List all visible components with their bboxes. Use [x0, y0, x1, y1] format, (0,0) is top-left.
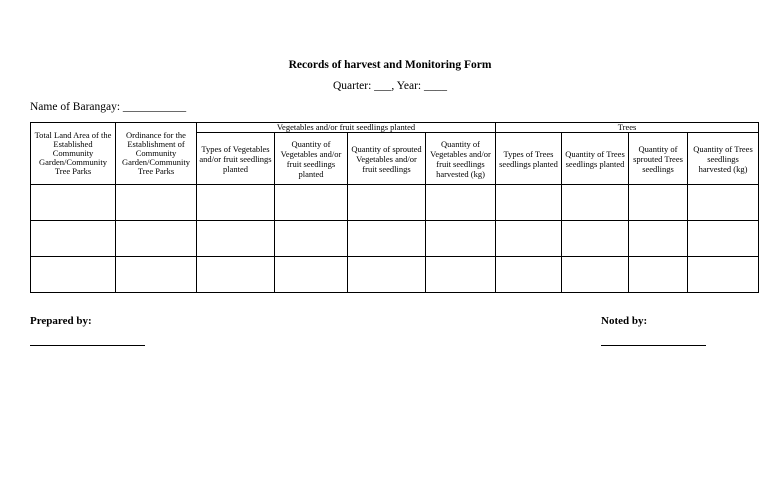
table-cell[interactable] [629, 257, 688, 293]
table-cell[interactable] [348, 221, 426, 257]
table-cell[interactable] [31, 185, 116, 221]
header-veg-quantity-harvested: Quantity of Vegetables and/or fruit seedlings harvested (kg) [426, 133, 496, 185]
table-cell[interactable] [197, 257, 275, 293]
table-cell[interactable] [116, 221, 197, 257]
table-row [31, 257, 759, 293]
table-cell[interactable] [348, 185, 426, 221]
table-cell[interactable] [426, 257, 496, 293]
table-cell[interactable] [496, 185, 562, 221]
header-veg-types: Types of Vegetables and/or fruit seedlings planted [197, 133, 275, 185]
header-total-land-area: Total Land Area of the Established Community Garden/Community Tree Parks [31, 123, 116, 185]
table-cell[interactable] [688, 185, 759, 221]
table-cell[interactable] [688, 221, 759, 257]
header-veg-quantity-sprouted: Quantity of sprouted Vegetables and/or fruit seedlings [348, 133, 426, 185]
table-cell[interactable] [197, 185, 275, 221]
header-tree-quantity-planted: Quantity of Trees seedlings planted [562, 133, 629, 185]
quarter-year-line: Quarter: ___, Year: ____ [332, 80, 448, 92]
table-cell[interactable] [629, 185, 688, 221]
table-cell[interactable] [116, 185, 197, 221]
table-cell[interactable] [275, 185, 348, 221]
header-group-trees: Trees [496, 123, 759, 133]
form-title: Records of harvest and Monitoring Form [288, 59, 492, 71]
header-group-vegetables: Vegetables and/or fruit seedlings planted [197, 123, 496, 133]
table-cell[interactable] [31, 257, 116, 293]
noted-by-signature-line[interactable] [601, 345, 706, 346]
table-cell[interactable] [496, 257, 562, 293]
table-cell[interactable] [562, 185, 629, 221]
header-veg-quantity-planted: Quantity of Vegetables and/or fruit seedlings planted [275, 133, 348, 185]
prepared-by-signature-line[interactable] [30, 345, 145, 346]
table-row [31, 221, 759, 257]
prepared-by-label: Prepared by: [30, 315, 92, 327]
table-row [31, 185, 759, 221]
header-tree-quantity-harvested: Quantity of Trees seedlings harvested (kg) [688, 133, 759, 185]
table-cell[interactable] [275, 257, 348, 293]
table-cell[interactable] [116, 257, 197, 293]
header-tree-quantity-sprouted: Quantity of sprouted Trees seedlings [629, 133, 688, 185]
table-cell[interactable] [496, 221, 562, 257]
table-cell[interactable] [562, 257, 629, 293]
table-cell[interactable] [348, 257, 426, 293]
table-cell[interactable] [688, 257, 759, 293]
table-cell[interactable] [275, 221, 348, 257]
header-ordinance: Ordinance for the Establishment of Community Garden/Community Tree Parks [116, 123, 197, 185]
table-cell[interactable] [629, 221, 688, 257]
table-cell[interactable] [426, 185, 496, 221]
table-cell[interactable] [197, 221, 275, 257]
table-cell[interactable] [31, 221, 116, 257]
noted-by-label: Noted by: [601, 315, 648, 327]
table-cell[interactable] [426, 221, 496, 257]
table-cell[interactable] [562, 221, 629, 257]
barangay-name-line: Name of Barangay: ___________ [30, 101, 187, 113]
header-tree-types: Types of Trees seedlings planted [496, 133, 562, 185]
harvest-monitoring-table [30, 122, 759, 293]
